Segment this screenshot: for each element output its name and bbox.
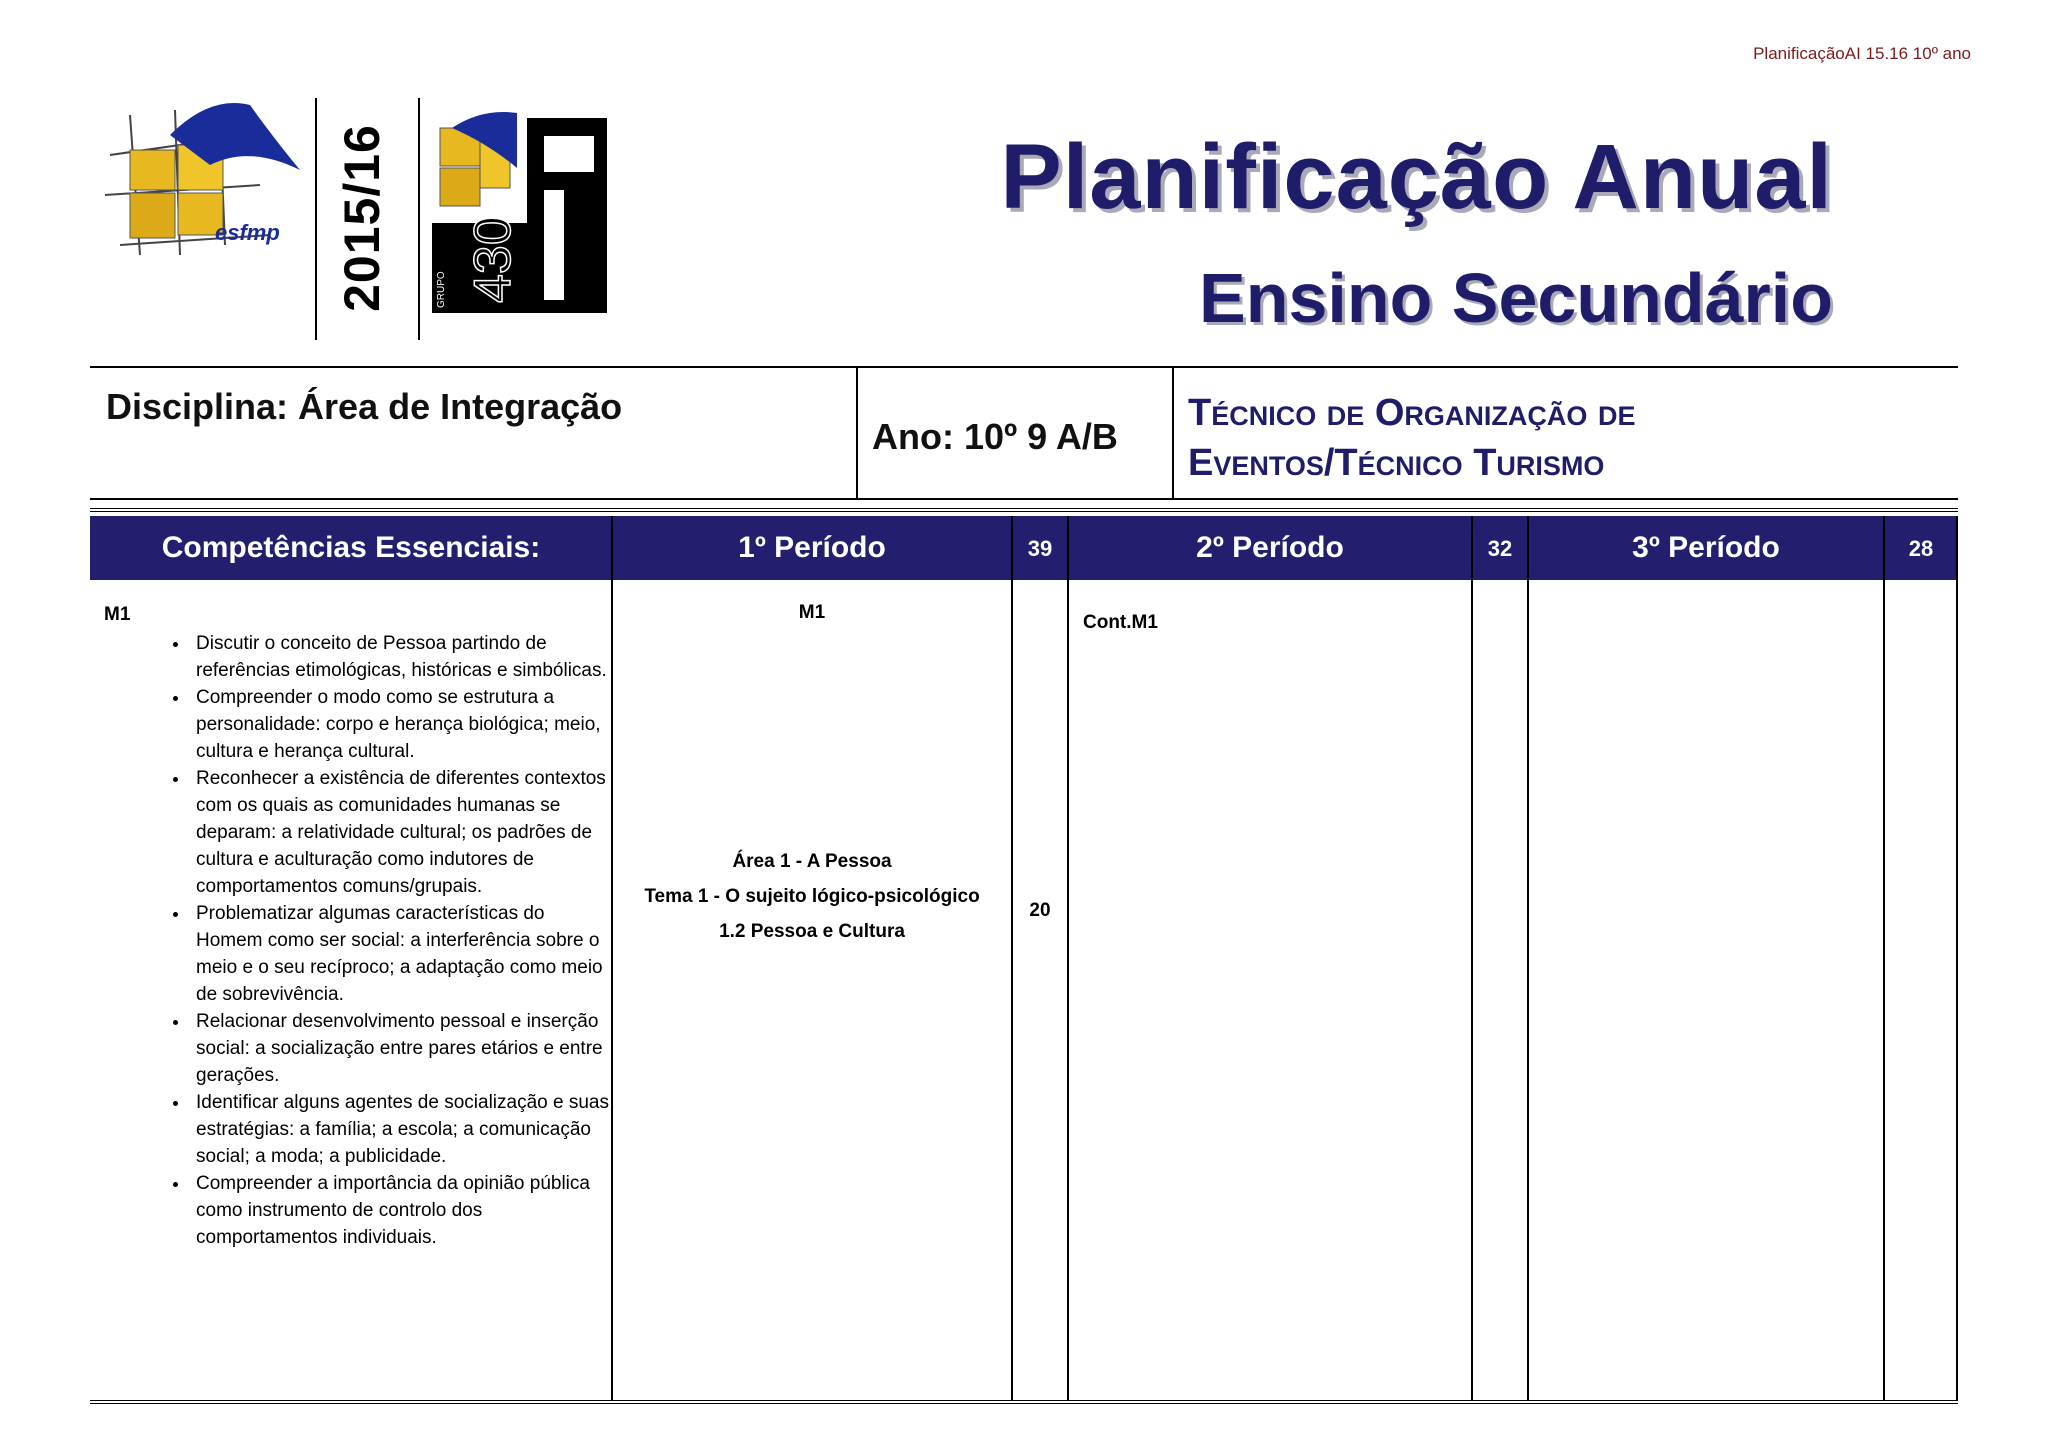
header-divider-1 bbox=[315, 98, 317, 340]
header-periodo-1-aulas: 39 bbox=[1027, 536, 1053, 561]
header-periodo-3: 3º Período bbox=[1632, 531, 1780, 564]
competencia-item: • Identificar alguns agentes de socialização e suas estratégias: a família; a escola; a comunicação social; a moda; a publicidade. bbox=[190, 1089, 611, 1170]
periodo-3-cell bbox=[1529, 582, 1883, 1400]
page-subtitle: Ensino Secundário bbox=[1199, 259, 1833, 337]
school-year: 2015/16 bbox=[334, 123, 390, 312]
page-title: Planificação Anual bbox=[1000, 126, 1833, 228]
header-periodo-1: 1º Período bbox=[738, 531, 886, 564]
disciplina-label: Disciplina: Área de Integração bbox=[106, 386, 623, 427]
periodo-2-module: Cont.M1 bbox=[1083, 612, 1158, 633]
curso-label bbox=[1188, 388, 1635, 488]
header-periodo-2: 2º Período bbox=[1196, 531, 1344, 564]
periodo-3-aulas-cell bbox=[1885, 582, 1956, 1400]
table-right-border bbox=[1956, 516, 1958, 1400]
competencias-cell bbox=[90, 582, 611, 1400]
table-header bbox=[90, 516, 1958, 580]
periodo-1-topics bbox=[613, 844, 1011, 949]
group-logo bbox=[432, 108, 607, 313]
info-row bbox=[90, 366, 1958, 500]
curso-line-1: Técnico de Organização de bbox=[1188, 392, 1636, 434]
group-label: GRUPO bbox=[436, 271, 447, 308]
competencia-item: • Compreender a importância da opinião pública como instrumento de controlo dos comportamentos individuais. bbox=[190, 1170, 611, 1251]
header-competencias: Competências Essenciais: bbox=[161, 531, 541, 564]
curso-line-2: Eventos/Técnico Turismo bbox=[1188, 442, 1605, 484]
disciplina-cell bbox=[90, 368, 858, 498]
competencia-item: • Compreender o modo como se estrutura a personalidade: corpo e herança biológica; meio, cultura e herança cultural. bbox=[190, 684, 611, 765]
ano-label: Ano: 10º 9 A/B bbox=[872, 416, 1118, 457]
curso-cell bbox=[1174, 368, 1958, 498]
competencia-item: • Reconhecer a existência de diferentes contextos com os quais as comunidades humanas se deparam: a relatividade cultural; os padrões de cultura e aculturação como indutores de comportamentos comuns/grupais. bbox=[190, 765, 611, 900]
periodo-1-cell bbox=[613, 582, 1011, 1400]
school-logo-text: esfmp bbox=[215, 220, 280, 245]
ano-cell bbox=[858, 368, 1174, 498]
competencia-item: • Relacionar desenvolvimento pessoal e inserção social: a socialização entre pares etários e entre gerações. bbox=[190, 1008, 611, 1089]
competencias-list bbox=[104, 630, 611, 1251]
periodo-1-area: Área 1 - A Pessoa bbox=[732, 851, 892, 872]
school-logo bbox=[100, 95, 305, 265]
competencias-module: M1 bbox=[104, 604, 131, 625]
header-periodo-3-aulas: 28 bbox=[1908, 536, 1934, 561]
competencia-item: • Discutir o conceito de Pessoa partindo de referências etimológicas, históricas e simbólicas. bbox=[190, 630, 611, 684]
competencia-item: • Problematizar algumas características do Homem como ser social: a interferência sobre o meio e o seu recíproco; a adaptação como meio de sobrevivência. bbox=[190, 900, 611, 1008]
periodo-1-module: M1 bbox=[798, 602, 826, 623]
periodo-1-aulas: 20 bbox=[1029, 900, 1051, 921]
planning-table bbox=[90, 508, 1958, 1404]
periodo-1-subtema: 1.2 Pessoa e Cultura bbox=[719, 921, 905, 942]
header-periodo-2-aulas: 32 bbox=[1487, 536, 1513, 561]
header-divider-2 bbox=[418, 98, 420, 340]
periodo-1-tema: Tema 1 - O sujeito lógico-psicológico bbox=[644, 886, 980, 907]
group-number: 430 bbox=[464, 216, 522, 303]
periodo-2-aulas-cell bbox=[1473, 582, 1527, 1400]
document-reference: PlanificaçãoAI 15.16 10º ano bbox=[1753, 44, 1971, 63]
periodo-1-aulas-cell bbox=[1013, 582, 1067, 1400]
periodo-2-cell bbox=[1069, 582, 1471, 1400]
